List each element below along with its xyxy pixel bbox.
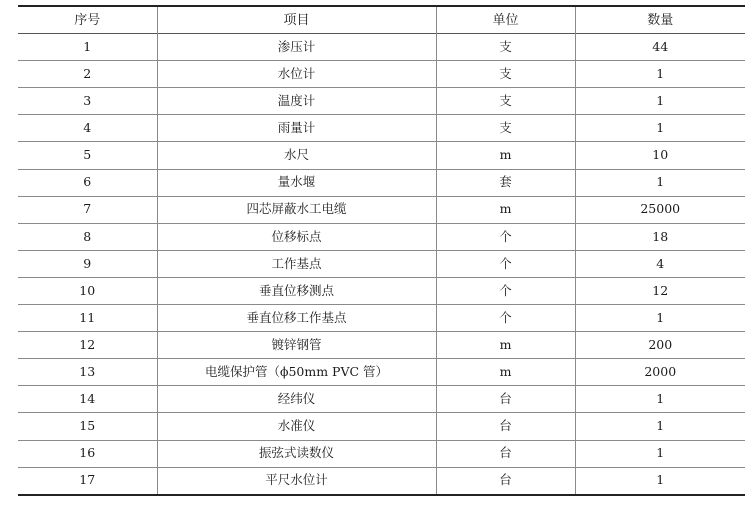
cell-item: 经纬仪 [157, 386, 436, 413]
cell-qty: 10 [575, 142, 745, 169]
cell-qty: 25000 [575, 196, 745, 223]
cell-unit: 个 [436, 223, 575, 250]
cell-unit: 个 [436, 305, 575, 332]
cell-qty: 1 [575, 61, 745, 88]
cell-unit: 支 [436, 115, 575, 142]
cell-qty: 1 [575, 440, 745, 467]
cell-seq: 17 [79, 472, 96, 488]
cell-unit: m [436, 332, 575, 359]
cell-unit: 台 [436, 440, 575, 467]
cell-item: 平尺水位计 [157, 467, 436, 495]
cell-seq: 13 [79, 364, 96, 380]
table-row [18, 305, 745, 332]
cell-item: 四芯屏蔽水工电缆 [157, 196, 436, 223]
cell-unit: 台 [436, 467, 575, 495]
cell-unit: 个 [436, 250, 575, 277]
cell-unit: m [436, 196, 575, 223]
table-row [18, 61, 745, 88]
cell-qty: 18 [575, 223, 745, 250]
cell-qty: 12 [575, 277, 745, 304]
cell-seq: 2 [83, 65, 92, 81]
equipment-table [18, 5, 745, 496]
cell-unit: m [436, 142, 575, 169]
cell-seq: 3 [83, 93, 92, 109]
cell-qty: 4 [575, 250, 745, 277]
cell-item: 镀锌钢管 [157, 332, 436, 359]
cell-seq: 12 [79, 336, 96, 352]
table-row [18, 34, 745, 61]
cell-unit: 支 [436, 61, 575, 88]
cell-qty: 1 [575, 413, 745, 440]
table-row [18, 142, 745, 169]
cell-qty: 2000 [575, 359, 745, 386]
cell-unit: 台 [436, 386, 575, 413]
cell-item: 温度计 [157, 88, 436, 115]
cell-qty: 1 [575, 386, 745, 413]
cell-seq: 16 [79, 445, 96, 461]
table-row [18, 467, 745, 495]
table-header [18, 6, 745, 34]
header-row [18, 6, 745, 34]
cell-item: 垂直位移测点 [157, 277, 436, 304]
cell-seq: 15 [79, 418, 96, 434]
cell-qty: 1 [575, 88, 745, 115]
table-row [18, 196, 745, 223]
table-row [18, 440, 745, 467]
cell-item: 雨量计 [157, 115, 436, 142]
cell-item: 垂直位移工作基点 [157, 305, 436, 332]
cell-unit: m [436, 359, 575, 386]
table-row [18, 115, 745, 142]
cell-unit: 台 [436, 413, 575, 440]
cell-seq: 1 [83, 38, 92, 54]
table-row [18, 359, 745, 386]
table-row [18, 332, 745, 359]
cell-seq: 4 [83, 120, 92, 136]
cell-qty: 1 [575, 467, 745, 495]
cell-qty: 1 [575, 305, 745, 332]
cell-seq: 9 [83, 255, 92, 271]
cell-seq: 6 [83, 174, 92, 190]
cell-seq: 8 [83, 228, 92, 244]
equipment-table-container [18, 5, 745, 496]
cell-seq: 11 [79, 309, 96, 325]
cell-item: 位移标点 [157, 223, 436, 250]
cell-unit: 套 [436, 169, 575, 196]
cell-item: 水准仪 [157, 413, 436, 440]
cell-qty: 200 [575, 332, 745, 359]
table-row [18, 277, 745, 304]
cell-item: 振弦式读数仪 [157, 440, 436, 467]
header-unit: 单位 [436, 6, 575, 34]
table-row [18, 386, 745, 413]
cell-item: 水尺 [157, 142, 436, 169]
cell-seq: 10 [79, 282, 96, 298]
table-row [18, 250, 745, 277]
table-body [18, 34, 745, 495]
cell-qty: 1 [575, 169, 745, 196]
cell-seq: 14 [79, 391, 96, 407]
cell-qty: 44 [575, 34, 745, 61]
header-item: 项目 [157, 6, 436, 34]
cell-unit: 个 [436, 277, 575, 304]
table-row [18, 88, 745, 115]
cell-item: 电缆保护管（ϕ50mm PVC 管） [157, 359, 436, 386]
cell-qty: 1 [575, 115, 745, 142]
cell-item: 工作基点 [157, 250, 436, 277]
table-row [18, 413, 745, 440]
header-seq: 序号 [74, 12, 101, 28]
table-row [18, 223, 745, 250]
cell-seq: 5 [83, 147, 92, 163]
table-row [18, 169, 745, 196]
cell-item: 水位计 [157, 61, 436, 88]
cell-item: 渗压计 [157, 34, 436, 61]
cell-item: 量水堰 [157, 169, 436, 196]
cell-seq: 7 [83, 201, 92, 217]
header-qty: 数量 [575, 6, 745, 34]
cell-unit: 支 [436, 34, 575, 61]
cell-unit: 支 [436, 88, 575, 115]
